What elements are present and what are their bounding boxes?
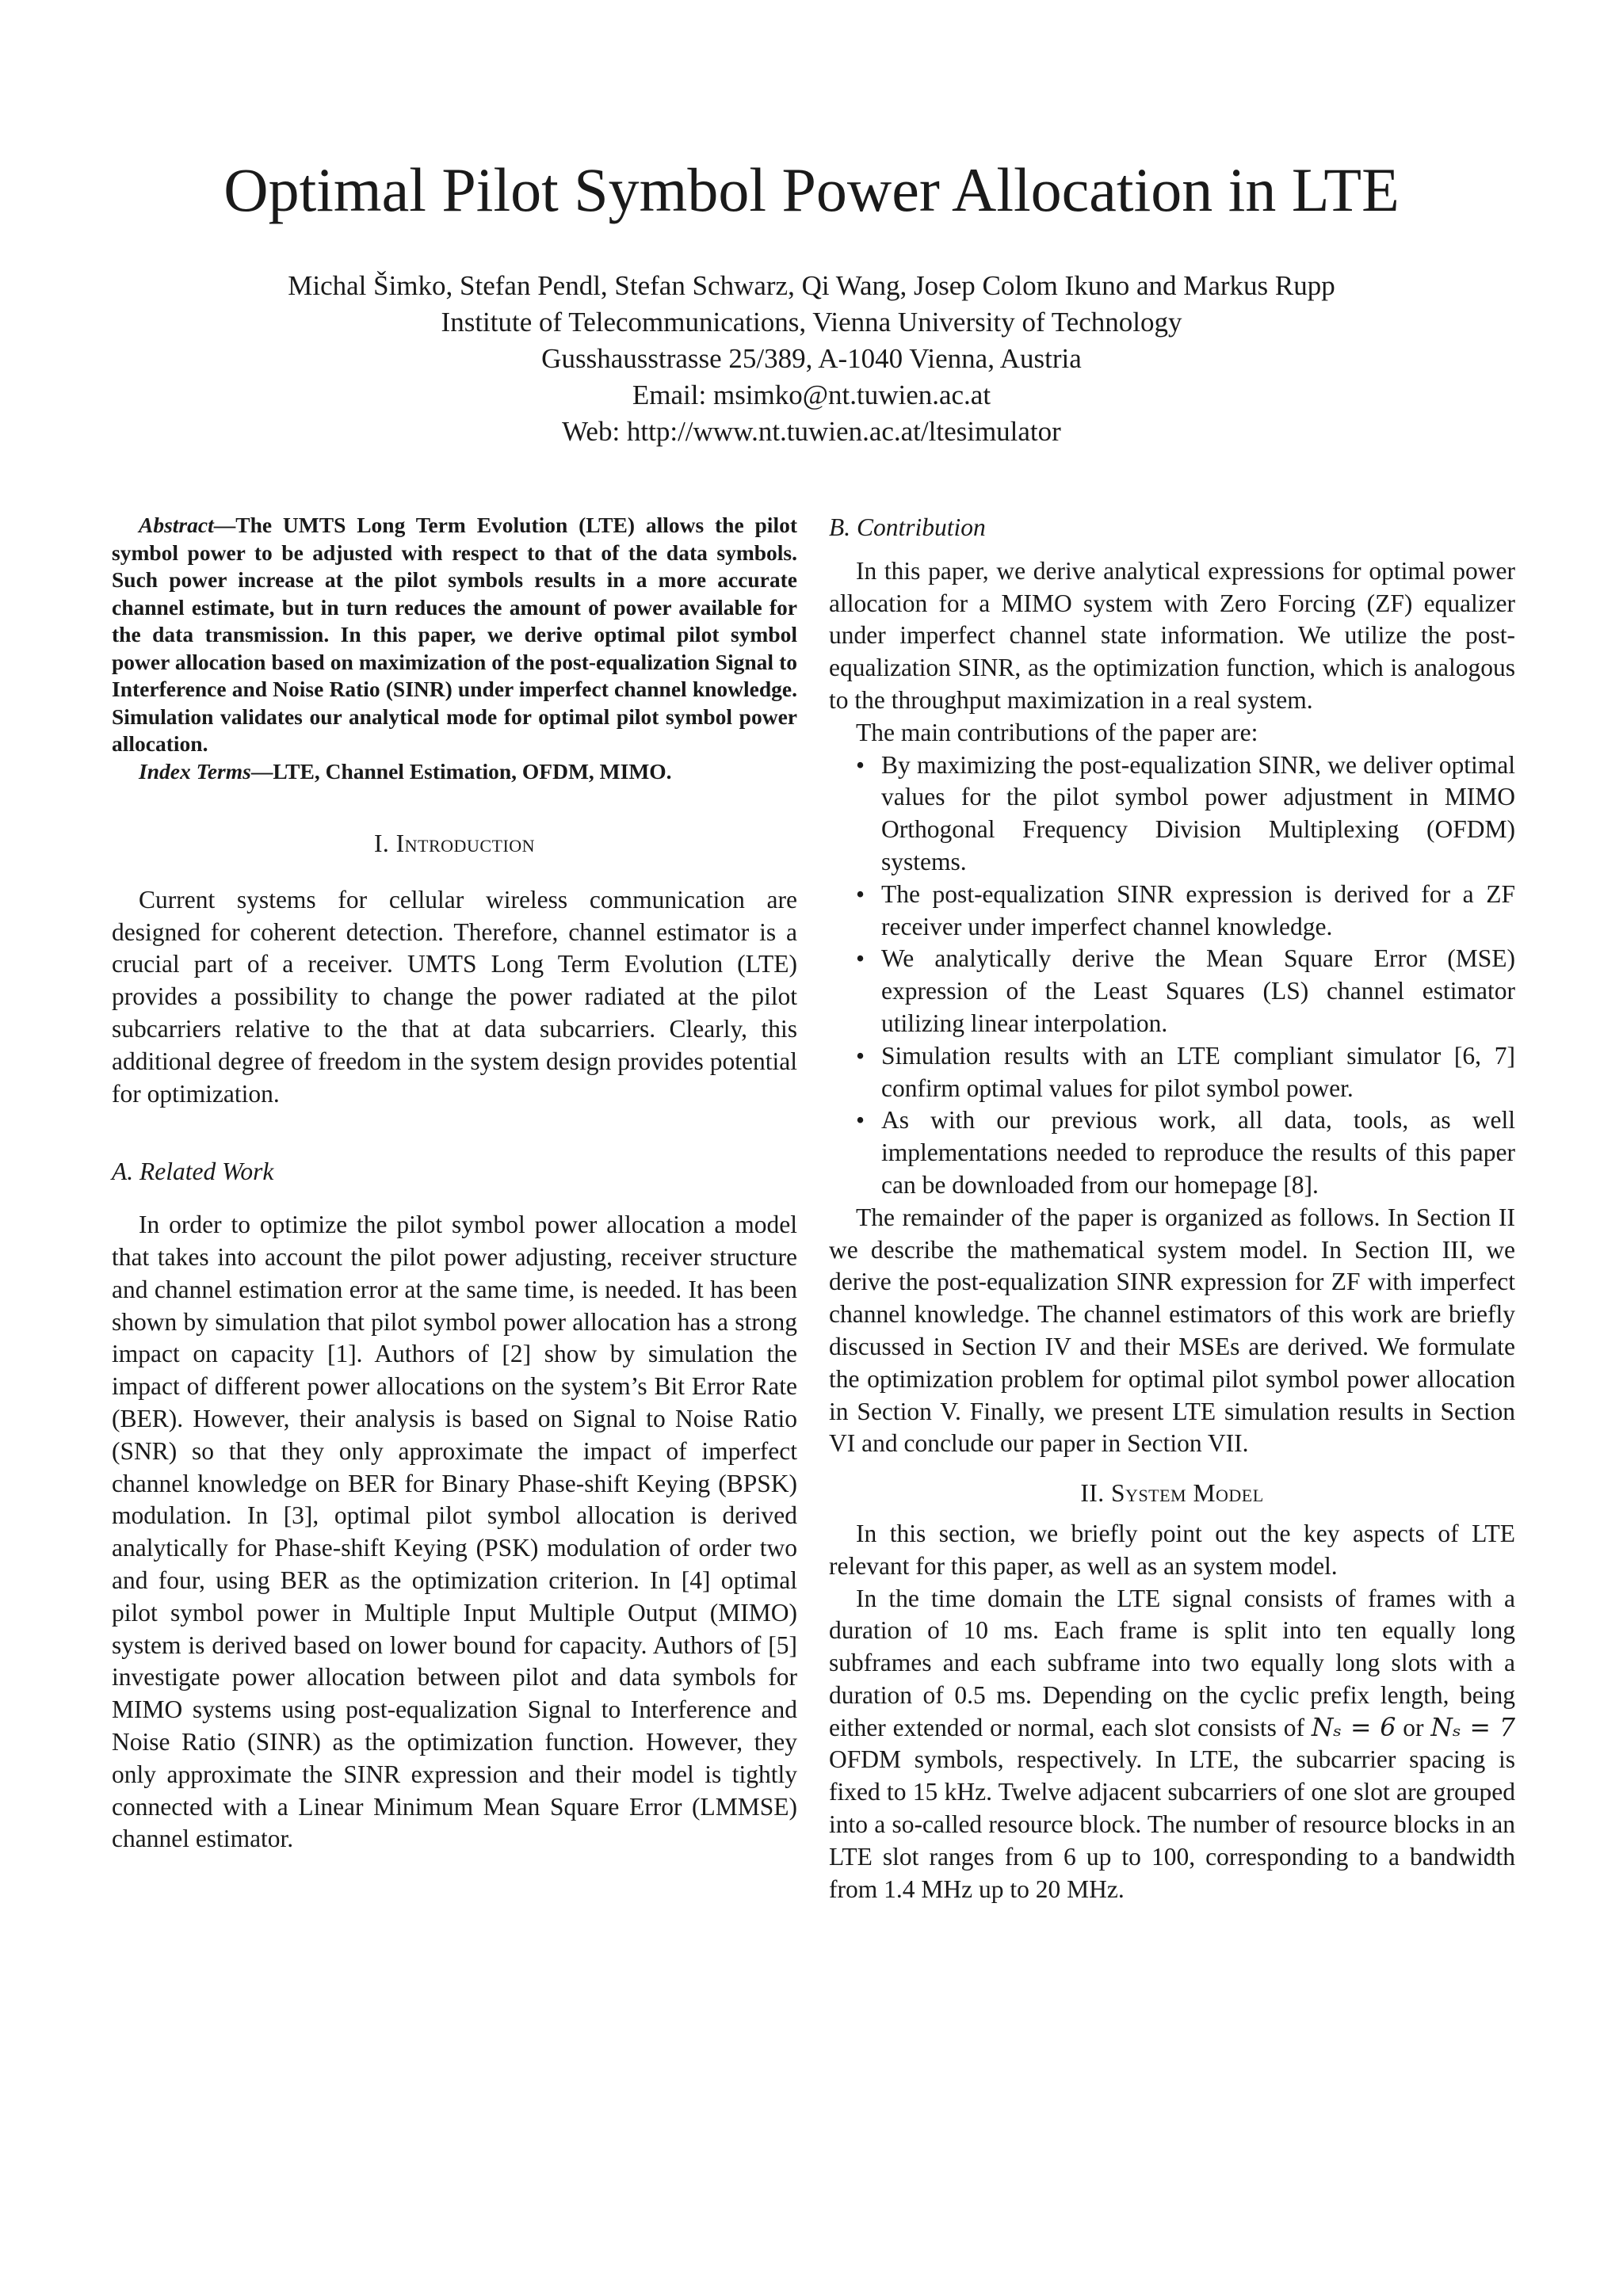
abstract-label: Abstract	[139, 513, 214, 537]
author-block	[0, 268, 1623, 450]
abstract-text: —The UMTS Long Term Evolution (LTE) allows the pilot symbol power to be adjusted with respect to that of the data symbols. Such power increase at the pilot symbols results in a more accurate channel estimate, but in turn reduces the amount of power available for the data transmission. In this paper, we derive optimal pilot symbol power allocation based on maximization of the post-equalization Signal to Interference and Noise Ratio (SINR) under imperfect channel knowledge. Simulation validates our analytical mode for optimal pilot symbol power allocation.	[112, 513, 797, 756]
index-terms-text: —LTE, Channel Estimation, OFDM, MIMO.	[250, 758, 672, 784]
paper-title: Optimal Pilot Symbol Power Allocation in LTE	[223, 155, 1400, 224]
index-terms-label: Index Terms	[139, 758, 251, 784]
author-institute: Institute of Telecommunications, Vienna University of Technology	[441, 307, 1182, 338]
author-web: Web: http://www.nt.tuwien.ac.at/ltesimulator	[562, 416, 1061, 447]
subsection-heading-related-work: A. Related Work	[112, 1158, 274, 1186]
system-model-paragraph: In this section, we briefly point out the key aspects of LTE relevant for this paper, as well as an system model.	[829, 1519, 1515, 1580]
section-heading-system-model: II. System Model	[1080, 1479, 1264, 1508]
right-column	[829, 512, 1515, 1905]
list-item: • By maximizing the post-equalization SINR, we deliver optimal values for the pilot symbol power adjustment in MIMO Orthogonal Frequency Division Multiplexing (OFDM) systems.	[881, 749, 1515, 879]
ns-6-math: Nₛ = 6	[1311, 1713, 1396, 1742]
lte-frame-text-1: In the time domain the LTE signal consists of frames with a duration of 10 ms. Each frame is split into ten equally long subframes and each subframe into two equally long slots with a duration of 0.5 ms. Depending on the cyclic prefix length, being either extended or normal, each slot consists of	[829, 1584, 1515, 1741]
list-item: • We analytically derive the Mean Square Error (MSE) expression of the Least Squares (LS) channel estimator utilizing linear interpolation.	[881, 943, 1515, 1039]
abstract	[112, 512, 797, 758]
related-work-paragraph: In order to optimize the pilot symbol power allocation a model that takes into account the pilot power adjusting, receiver structure and channel estimation error at the same time, is needed. It has been shown by simulation that pilot symbol power allocation has a strong impact on capacity [1]. Authors of [2] show by simulation the impact of different power allocations on the system’s Bit Error Rate (BER). However, their analysis is based on Signal to Noise Ratio (SNR) so that they only approximate the impact of imperfect channel knowledge on BER for Binary Phase-shift Keying (BPSK) modulation. In [3], optimal pilot symbol allocation is derived analytically for Phase-shift Keying (PSK) modulation of order two and four, using BER as the optimization criterion. In [4] optimal pilot symbol power in Multiple Input Multiple Output (MIMO) system is derived based on lower bound for capacity. Authors of [5] investigate power allocation between pilot and data symbols for MIMO systems using post-equalization Signal to Interference and Noise Ratio (SINR) as the optimization function. However, they only approximate the SINR expression and their model is tightly connected with a Linear Minimum Mean Square Error (LMMSE) channel estimator.	[112, 1211, 797, 1853]
subsection-heading-contribution: B. Contribution	[829, 513, 986, 541]
section-heading-introduction: I. Introduction	[373, 830, 536, 857]
intro-paragraph: Current systems for cellular wireless communication are designed for coherent detection. Therefore, channel estimator is a crucial part of a receiver. UMTS Long Term Evolution (LTE) provides a possibility to change the power radiated at the pilot subcarriers relative to the that at data subcarriers. Clearly, this additional degree of freedom in the system design provides potential for optimization.	[112, 885, 797, 1108]
lte-frame-paragraph	[829, 1583, 1515, 1906]
left-column	[112, 512, 797, 1855]
contributions-intro: The main contributions of the paper are:	[856, 718, 1258, 746]
author-names: Michal Šimko, Stefan Pendl, Stefan Schwarz, Qi Wang, Josep Colom Ikuno and Markus Rupp	[288, 270, 1335, 301]
author-email: Email: msimko@nt.tuwien.ac.at	[632, 379, 991, 410]
author-address: Gusshausstrasse 25/389, A-1040 Vienna, Austria	[541, 343, 1082, 374]
contribution-paragraph: In this paper, we derive analytical expressions for optimal power allocation for a MIMO system with Zero Forcing (ZF) equalizer under imperfect channel state information. We utilize the post-equalization SINR, as the optimization function, which is analogous to the throughput maximization in a real system.	[829, 556, 1515, 714]
list-item: • The post-equalization SINR expression is derived for a ZF receiver under imperfect channel knowledge.	[881, 879, 1515, 944]
lte-frame-text-2: or	[1396, 1713, 1431, 1741]
organization-paragraph: The remainder of the paper is organized as follows. In Section II we describe the mathematical system model. In Section III, we derive the post-equalization SINR expression for ZF with imperfect channel knowledge. The channel estimators of this work are briefly discussed in Section IV and their MSEs are derived. We formulate the optimization problem for optimal pilot symbol power allocation in Section V. Finally, we present LTE simulation results in Section VI and conclude our paper in Section VII.	[829, 1203, 1515, 1458]
index-terms	[112, 758, 797, 786]
list-item: • As with our previous work, all data, tools, as well implementations needed to reproduce the results of this paper can be downloaded from our homepage [8].	[881, 1104, 1515, 1201]
contributions-list	[829, 749, 1515, 1202]
lte-frame-text-3: OFDM symbols, respectively. In LTE, the subcarrier spacing is fixed to 15 kHz. Twelve adjacent subcarriers of one slot are grouped into a so-called resource block. The number of resource blocks in an LTE slot ranges from 6 up to 100, corresponding to a bandwidth from 1.4 MHz up to 20 MHz.	[829, 1745, 1515, 1903]
ns-7-math: Nₛ = 7	[1430, 1713, 1515, 1742]
list-item: • Simulation results with an LTE compliant simulator [6, 7] confirm optimal values for pilot symbol power.	[881, 1040, 1515, 1105]
